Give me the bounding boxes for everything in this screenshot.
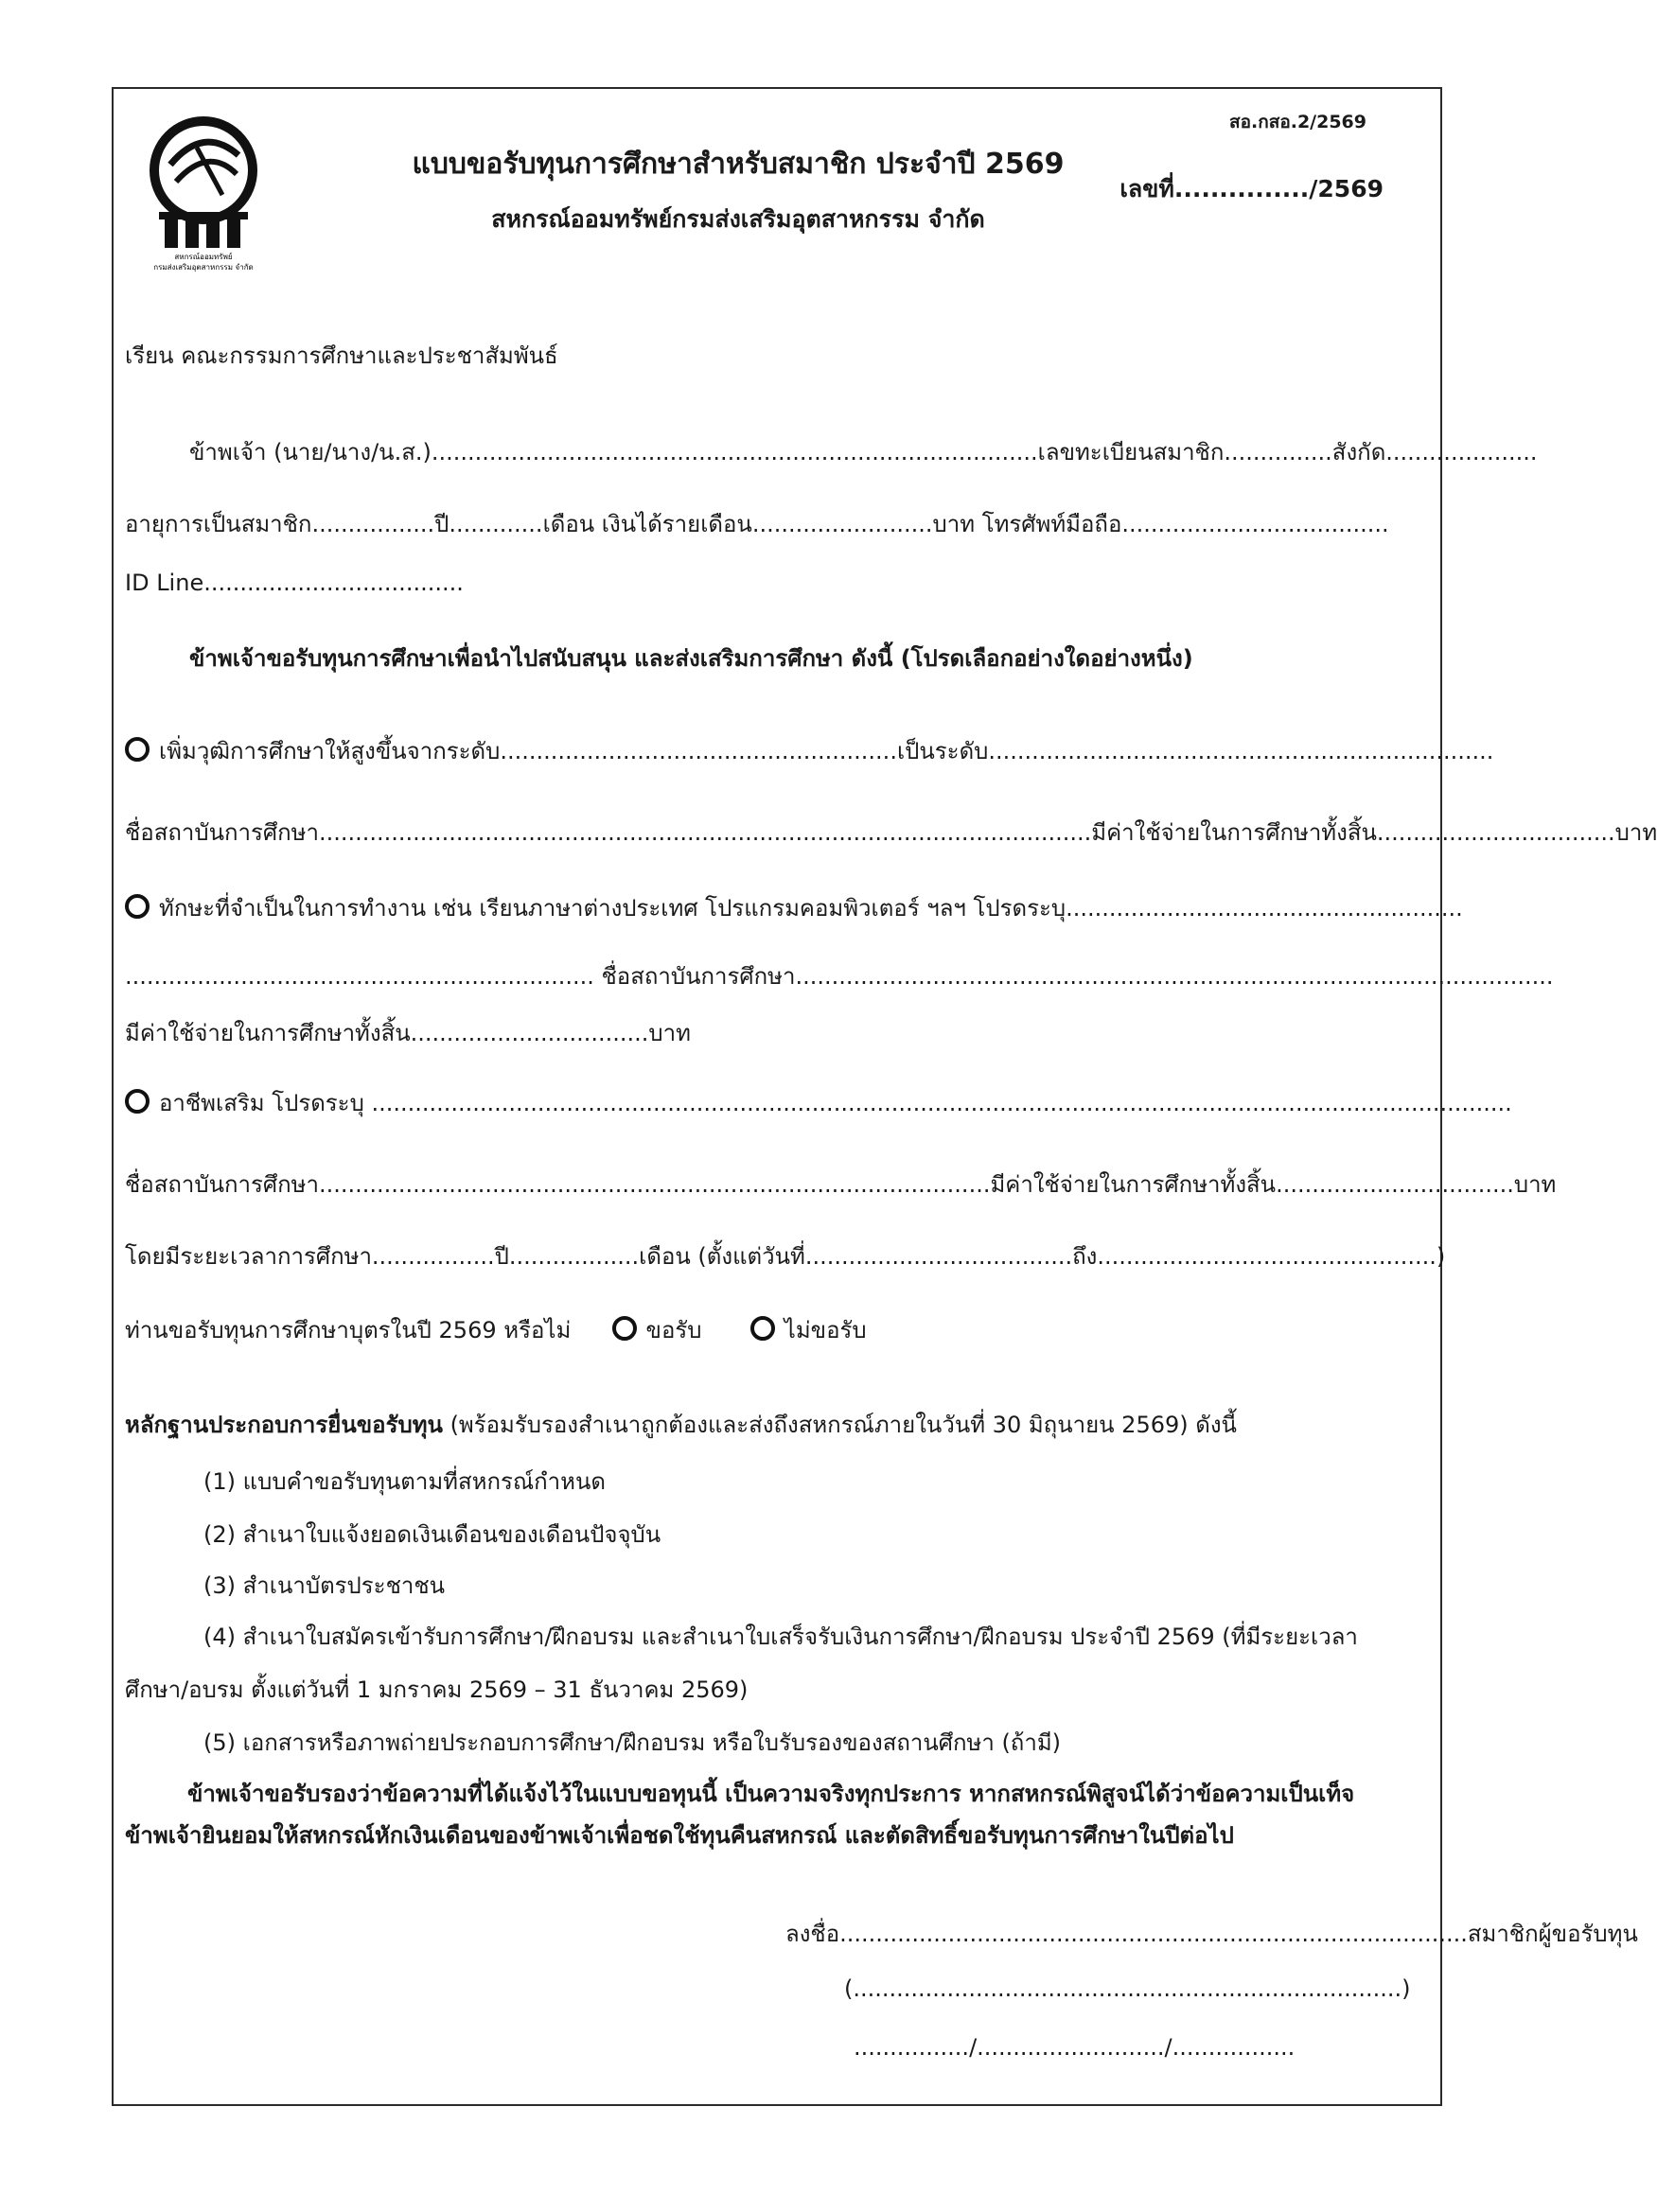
form-title: แบบขอรับทุนการศึกษาสำหรับสมาชิก ประจำปี 2569	[412, 148, 1065, 181]
signature-date-line[interactable]: ................/........................../.................	[854, 2034, 1296, 2061]
option-skills-cost-line[interactable]: มีค่าใช้จ่ายในการศึกษาทั้งสิ้น.................................บาท	[125, 1020, 691, 1046]
duration-line[interactable]: โดยมีระยะเวลาการศึกษา.................ปี..................เดือน (ตั้งแต่วันที่.....................................ถึง...............................................)	[125, 1243, 1446, 1270]
document-number: เลขที่.............../2569	[1119, 175, 1384, 202]
logo-text-2: กรมส่งเสริมอุตสาหกรรม จำกัด	[153, 263, 254, 272]
child-scholarship-row	[125, 1311, 1425, 1348]
evidence-heading	[125, 1406, 1425, 1443]
option-degree-row[interactable]	[125, 732, 1494, 769]
child-yes-label[interactable]: ขอรับ	[645, 1317, 702, 1343]
evidence-heading-note: (พร้อมรับรองสำเนาถูกต้องและส่งถึงสหกรณ์ภายในวันที่ 30 มิถุนายน 2569) ดังนี้	[450, 1412, 1237, 1438]
option-side-job-row[interactable]	[125, 1084, 1512, 1121]
option-skills-label: ทักษะที่จำเป็นในการทำงาน เช่น เรียนภาษาต่างประเทศ โปรแกรมคอมพิวเตอร์ ฯลฯ โปรดระบุ.......................................................	[159, 895, 1463, 922]
logo-text-1: สหกรณ์ออมทรัพย์	[174, 253, 233, 261]
option-skills-institution-line[interactable]: ................................................................. ชื่อสถาบันการศึกษา.........................................................................................................	[125, 963, 1554, 990]
child-no-radio-icon[interactable]	[750, 1316, 775, 1341]
evidence-item-4-continued: ศึกษา/อบรม ตั้งแต่วันที่ 1 มกราคม 2569 – 31 ธันวาคม 2569)	[125, 1677, 749, 1703]
evidence-item-5: (5) เอกสารหรือภาพถ่ายประกอบการศึกษา/ฝึกอบรม หรือใบรับรองของสถานศึกษา (ถ้ามี)	[203, 1729, 1061, 1756]
option-side-job-label: อาชีพเสริม โปรดระบุ ..............................................................................................................................................................	[159, 1090, 1512, 1116]
cooperative-logo-icon	[132, 108, 274, 273]
request-heading: ข้าพเจ้าขอรับทุนการศึกษาเพื่อนำไปสนับสนุน และส่งเสริมการศึกษา ดังนี้ (โปรดเลือกอย่างใดอย่างหนึ่ง)	[189, 645, 1193, 672]
evidence-item-2: (2) สำเนาใบแจ้งยอดเงินเดือนของเดือนปัจจุบัน	[203, 1521, 661, 1548]
evidence-item-4: (4) สำเนาใบสมัครเข้ารับการศึกษา/ฝึกอบรม และสำเนาใบเสร็จรับเงินการศึกษา/ฝึกอบรม ประจำปี 2569 (ที่มีระยะเวลา	[203, 1624, 1358, 1650]
child-yes-radio-icon[interactable]	[612, 1316, 637, 1341]
declaration-text: ข้าพเจ้าขอรับรองว่าข้อความที่ได้แจ้งไว้ในแบบขอทุนนี้ เป็นความจริงทุกประการ หากสหกรณ์พิสูจน์ได้ว่าข้อความเป็นเท็จ ข้าพเจ้ายินยอมให้สหกรณ์หักเงินเดือนของข้าพเจ้าเพื่อชดใช้ทุนคืนสหกรณ์ และตัดสิทธิ์ขอรับทุนการศึกษาในปีต่อไป	[125, 1781, 1355, 1849]
evidence-item-3: (3) สำเนาบัตรประชาชน	[203, 1572, 446, 1599]
evidence-item-1: (1) แบบคำขอรับทุนตามที่สหกรณ์กำหนด	[203, 1468, 606, 1495]
child-scholarship-question: ท่านขอรับทุนการศึกษาบุตรในปี 2569 หรือไม่	[125, 1317, 572, 1343]
evidence-heading-bold: หลักฐานประกอบการยื่นขอรับทุน	[125, 1412, 443, 1438]
form-subtitle: สหกรณ์ออมทรัพย์กรมส่งเสริมอุตสาหกรรม จำกัด	[491, 205, 985, 233]
option-side-job-institution-line[interactable]: ชื่อสถาบันการศึกษา.............................................................................................มีค่าใช้จ่ายในการศึกษาทั้งสิ้น.................................บาท	[125, 1171, 1557, 1198]
form-code: สอ.กสอ.2/2569	[1229, 112, 1366, 132]
signature-line[interactable]: ลงชื่อ.......................................................................................สมาชิกผู้ขอรับทุน	[785, 1921, 1638, 1947]
membership-income-line[interactable]: อายุการเป็นสมาชิก.................ปี.............เดือน เงินได้รายเดือน.........................บาท โทรศัพท์มือถือ.....................................	[125, 511, 1389, 537]
option-degree-institution-line[interactable]: ชื่อสถาบันการศึกษา...........................................................................................................มีค่าใช้จ่ายในการศึกษาทั้งสิ้น.................................บาท	[125, 819, 1657, 846]
option-skills-row[interactable]	[125, 889, 1463, 926]
signature-name-line[interactable]: (............................................................................)	[844, 1975, 1411, 2002]
option-skills-radio-icon[interactable]	[125, 894, 150, 919]
child-no-label[interactable]: ไม่ขอรับ	[784, 1317, 867, 1343]
salutation: เรียน คณะกรรมการศึกษาและประชาสัมพันธ์	[125, 342, 558, 369]
id-line-field[interactable]: ID Line....................................	[125, 570, 464, 596]
option-degree-radio-icon[interactable]	[125, 737, 150, 762]
option-degree-label: เพิ่มวุฒิการศึกษาให้สูงขึ้นจากระดับ.......................................................เป็นระดับ......................................................................	[159, 738, 1494, 764]
form-frame	[112, 87, 1657, 2106]
option-side-job-radio-icon[interactable]	[125, 1089, 150, 1114]
applicant-name-line[interactable]: ข้าพเจ้า (นาย/นาง/น.ส.)....................................................................................เลขทะเบียนสมาชิก...............สังกัด.....................	[189, 439, 1538, 465]
